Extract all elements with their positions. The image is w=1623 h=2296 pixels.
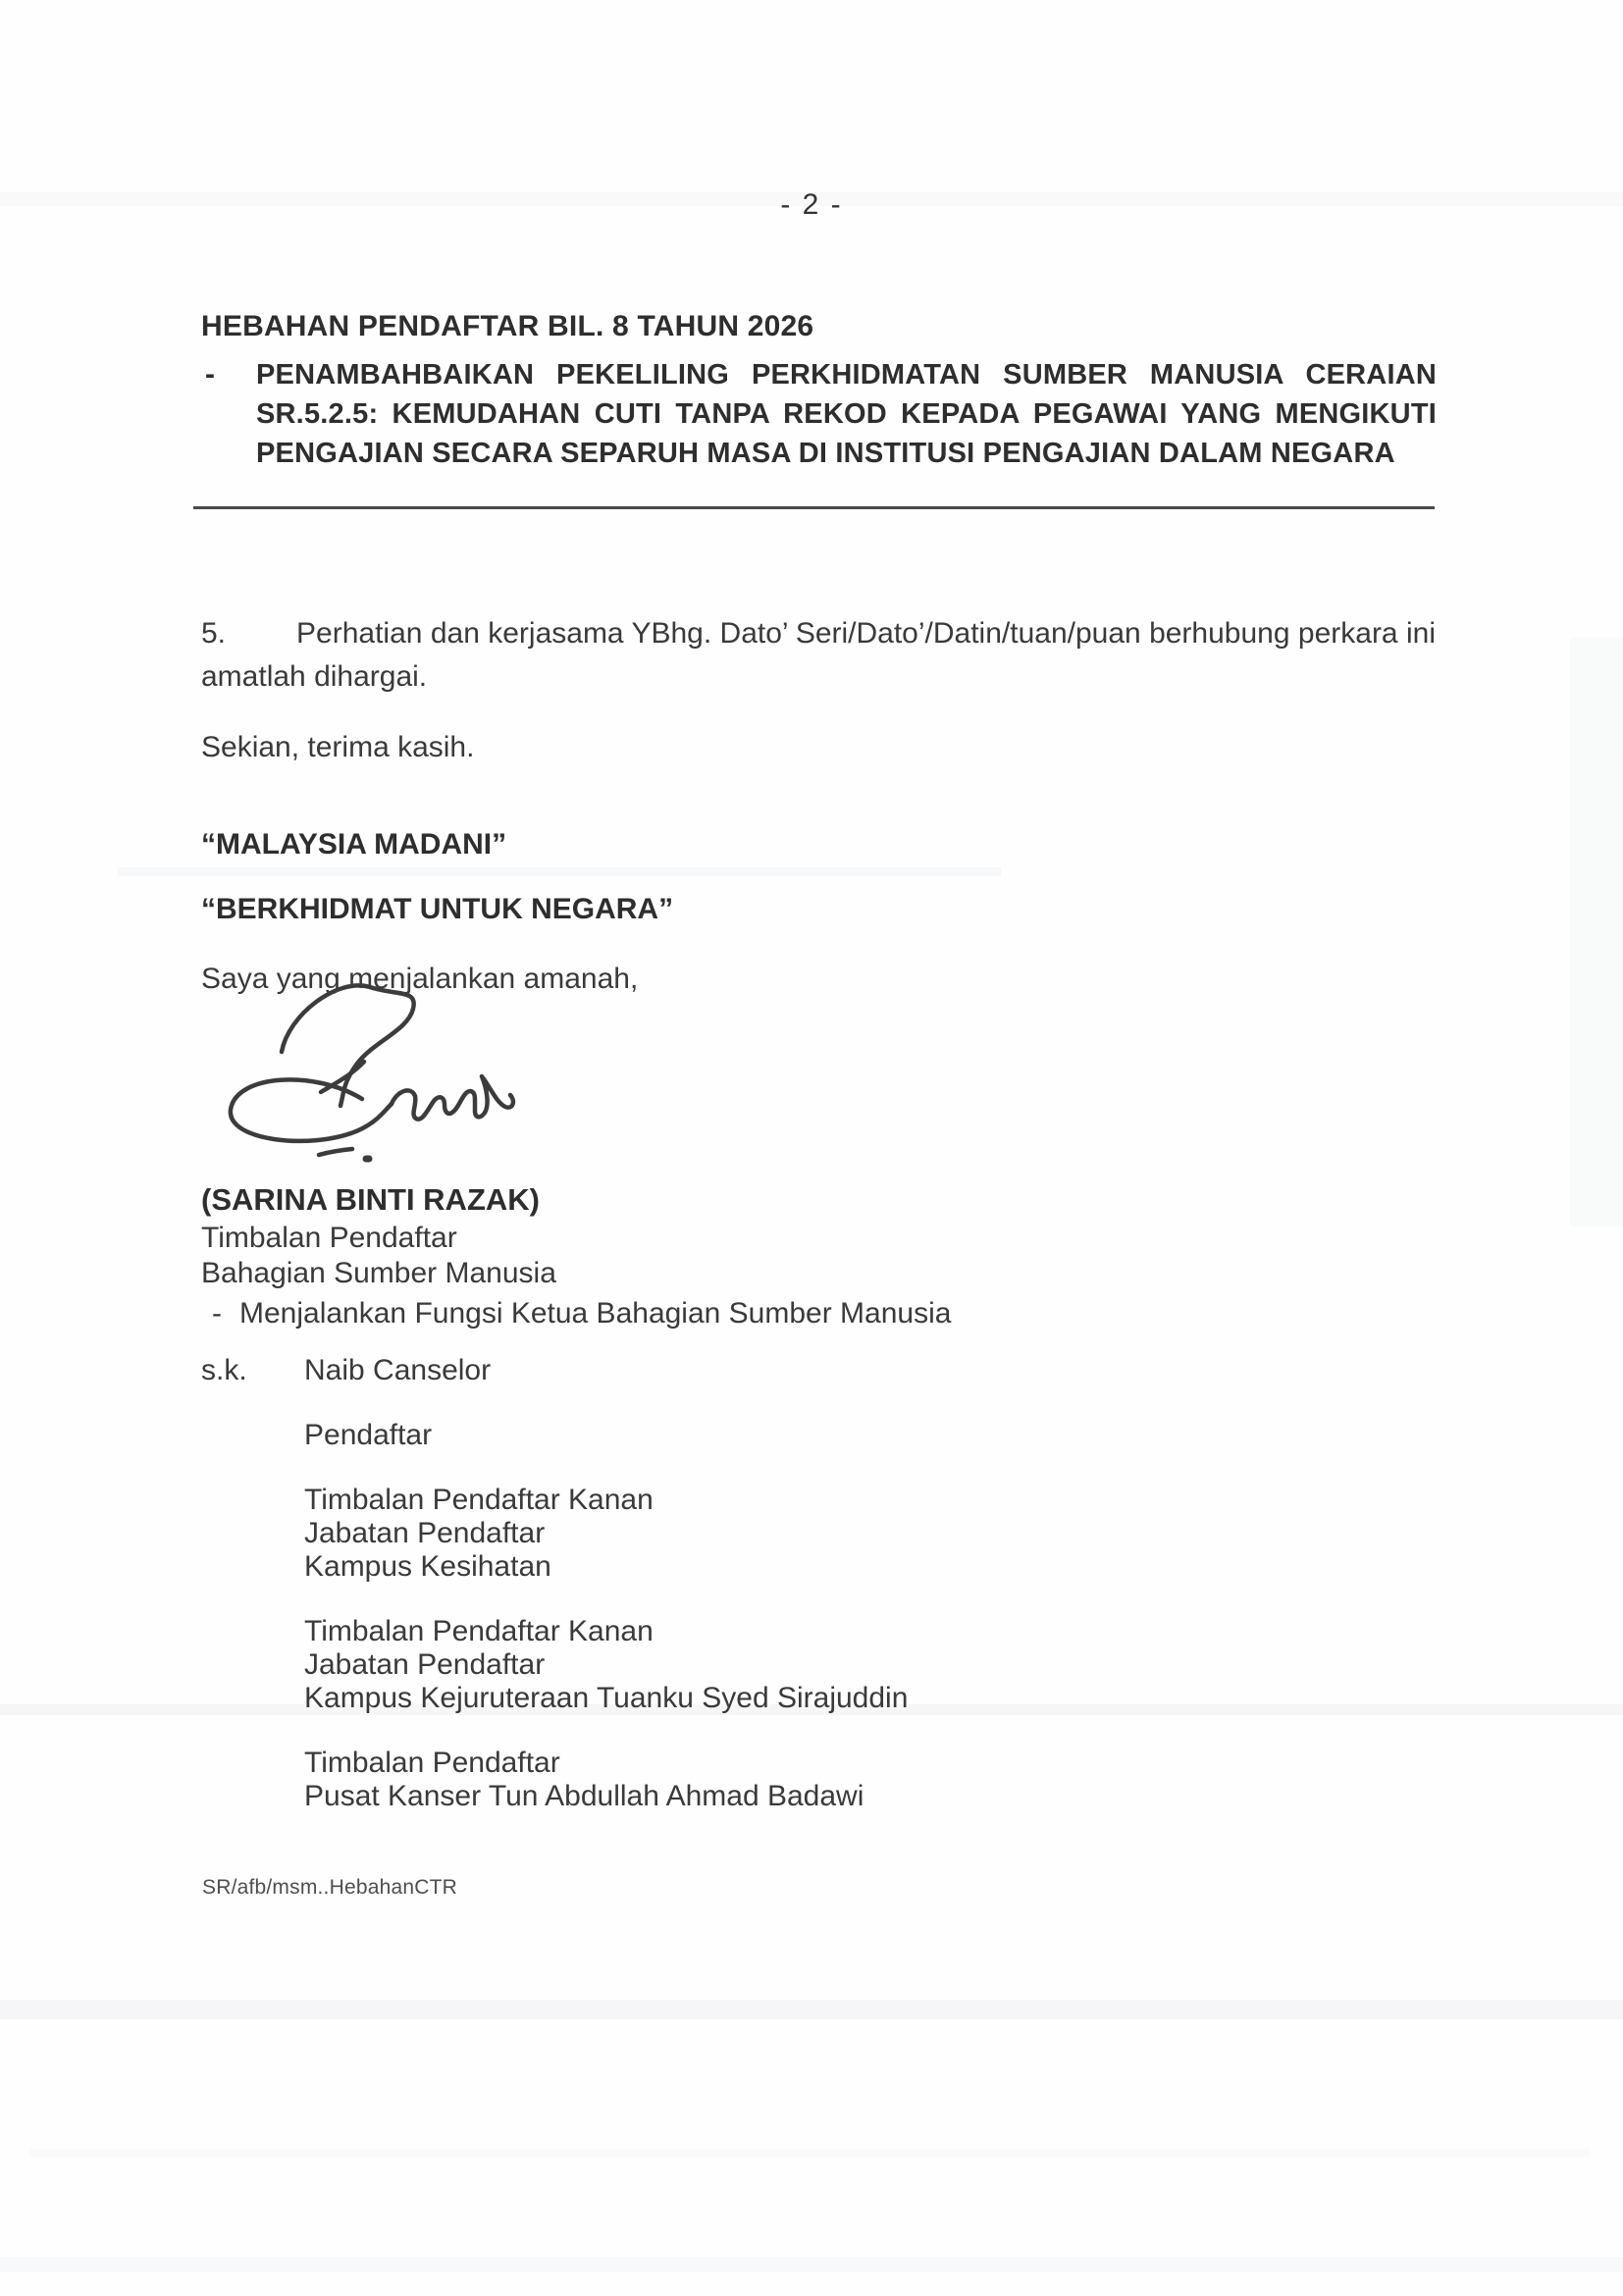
signatory-title-2: Bahagian Sumber Manusia: [201, 1257, 556, 1289]
cc-line: Kampus Kesihatan: [304, 1550, 551, 1583]
subject-text: PENAMBAHBAIKAN PEKELILING PERKHIDMATAN SUMBER MANUSIA CERAIAN SR.5.2.5: KEMUDAHAN CUTI TANPA REKOD KEPADA PEGAWAI YANG MENGIKUTI PENGAJIAN SECARA SEPARUH MASA DI INSTITUSI PENGAJIAN DALAM NEGARA: [256, 359, 1437, 469]
closing-line: Sekian, terima kasih.: [201, 731, 475, 763]
cc-line: Naib Canselor: [304, 1354, 492, 1386]
page-number: - 2 -: [780, 188, 843, 221]
signatory-title-1: Timbalan Pendaftar: [201, 1222, 457, 1254]
handwritten-signature: [224, 981, 520, 1166]
acting-role-note: [212, 1297, 951, 1331]
cc-line: Jabatan Pendaftar: [304, 1517, 546, 1549]
note-dash: -: [212, 1297, 222, 1330]
cc-line: Jabatan Pendaftar: [304, 1648, 546, 1681]
cc-recipient: [304, 1419, 1436, 1452]
scan-artifact-band: [118, 867, 1001, 876]
reference-code: SR/afb/msm..HebahanCTR: [202, 1876, 457, 1899]
signatory-name: (SARINA BINTI RAZAK): [201, 1182, 540, 1217]
cc-recipient: [304, 1747, 1436, 1813]
announcement-heading: HEBAHAN PENDAFTAR BIL. 8 TAHUN 2026: [201, 310, 814, 342]
cc-line: Timbalan Pendaftar Kanan: [304, 1615, 654, 1647]
paragraph-5: [201, 612, 1436, 699]
scan-artifact-band: [0, 2257, 1623, 2272]
cc-line: Pusat Kanser Tun Abdullah Ahmad Badawi: [304, 1780, 864, 1812]
cc-recipient: [304, 1484, 1436, 1584]
slogan-malaysia-madani: “MALAYSIA MADANI”: [201, 828, 507, 861]
cc-line: Pendaftar: [304, 1419, 433, 1451]
subject-row: [205, 355, 1437, 473]
signatory-block: [201, 1179, 556, 1291]
sign-off-line: Saya yang menjalankan amanah,: [201, 963, 639, 995]
note-text: Menjalankan Fungsi Ketua Bahagian Sumber Manusia: [239, 1297, 952, 1330]
scan-artifact-smudge: [1570, 638, 1623, 1226]
scan-artifact-band: [29, 2149, 1590, 2157]
subject-dash: -: [205, 358, 215, 391]
cc-label: s.k.: [201, 1354, 247, 1386]
slogan-berkhidmat: “BERKHIDMAT UNTUK NEGARA”: [201, 893, 674, 925]
horizontal-rule: [193, 506, 1435, 509]
cc-recipients: [304, 1354, 1436, 1813]
cc-section: [201, 1354, 1436, 1845]
cc-line: Kampus Kejuruteraan Tuanku Syed Sirajuddin: [304, 1682, 909, 1714]
scan-artifact-band: [0, 2000, 1623, 2019]
cc-recipient: [304, 1615, 1436, 1715]
cc-line: Timbalan Pendaftar Kanan: [304, 1484, 654, 1516]
paragraph-5-text: Perhatian dan kerjasama YBhg. Dato’ Seri/Dato’/Datin/tuan/puan berhubung perkara ini amatlah dihargai.: [201, 617, 1436, 693]
cc-recipient: [304, 1354, 1436, 1387]
cc-line: Timbalan Pendaftar: [304, 1747, 560, 1779]
paragraph-5-number: 5.: [201, 617, 227, 650]
